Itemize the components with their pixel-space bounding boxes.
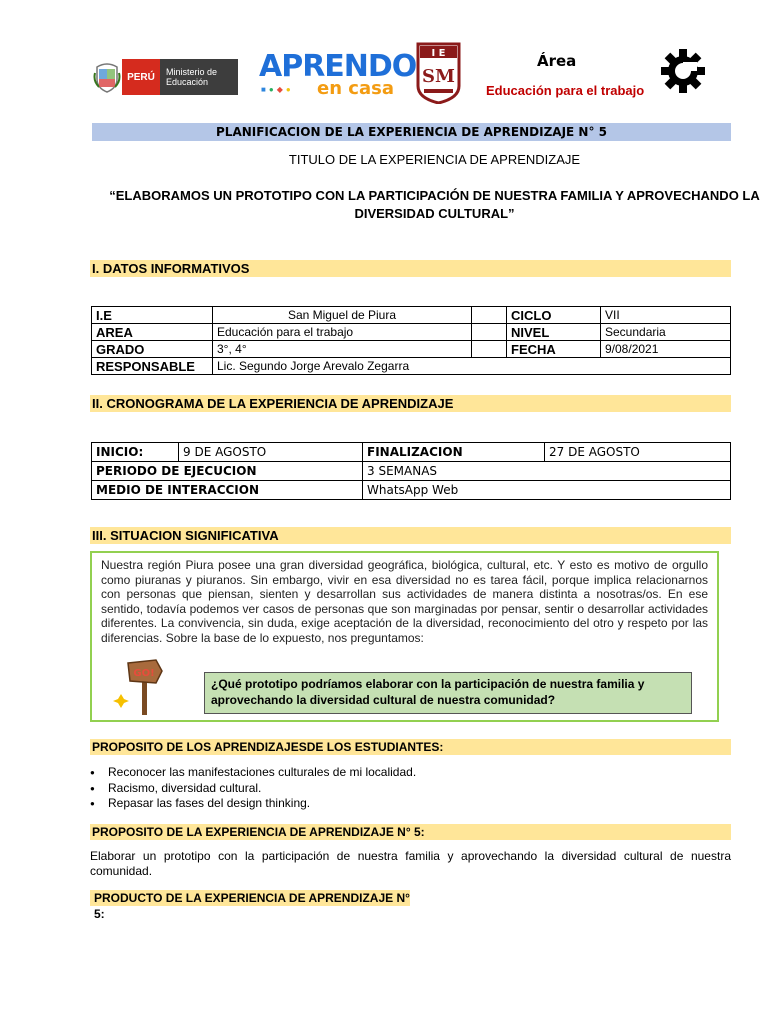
list-item: ● Repasar las fases del design thinking.	[90, 796, 416, 812]
section-cronograma	[90, 395, 731, 412]
proposito-experiencia-heading: PROPOSITO DE LA EXPERIENCIA DE APRENDIZAJE N° 5:	[90, 824, 731, 840]
experience-title-label: TITULO DE LA EXPERIENCIA DE APRENDIZAJE	[288, 152, 581, 167]
section-title: DATOS INFORMATIVOS	[99, 261, 250, 276]
medio-value-cell: WhatsApp Web	[363, 481, 731, 500]
planning-title-bar: PLANIFICACION DE LA EXPERIENCIA DE APRENDIZAJE N° 5	[92, 123, 731, 141]
sign-text: GO!	[133, 668, 155, 679]
empty-cell	[472, 307, 507, 324]
nivel-label-cell: NIVEL	[507, 324, 601, 341]
gear-icon	[660, 48, 706, 94]
coat-of-arms-icon	[92, 60, 122, 94]
situacion-text: Nuestra región Piura posee una gran diversidad geográfica, biológica, cultural, etc. Y esto es motivo de orgullo como piuranas y piuranos. Sin embargo, vivir en esa diversidad no es tarea fácil, porque implica relacionarnos con personas que piensan, sienten y desarrollan sus actividades de manera distinta a nosotras/os. En ese sentido, todavía podemos ver casos de personas que son marginadas por pensar, sentir o desarrollar actividades diferentes. La convivencia, sin duda, exige aceptación de la diversidad, reconocimiento del otro y respeto por las diferencias. Sobre la base de lo expuesto, nos preguntamos:	[101, 558, 708, 645]
minedu-logo	[92, 58, 246, 96]
section-title: SITUACION SIGNIFICATIVA	[106, 528, 279, 543]
ciclo-value-cell: VII	[601, 307, 731, 324]
inicio-value-cell: 9 DE AGOSTO	[179, 443, 363, 462]
responsable-value-cell: Lic. Segundo Jorge Arevalo Zegarra	[213, 358, 731, 375]
table-row	[92, 481, 731, 500]
school-crest-icon	[416, 42, 461, 104]
table-row	[92, 307, 731, 324]
periodo-value-cell: 3 SEMANAS	[363, 462, 731, 481]
en-casa-text: en casa	[317, 78, 394, 99]
table-row	[92, 358, 731, 375]
area-label-cell: AREA	[92, 324, 213, 341]
empty-cell	[472, 341, 507, 358]
datos-table	[91, 306, 731, 375]
peru-label: PERÚ	[122, 59, 160, 95]
area-value-cell: Educación para el trabajo	[213, 324, 472, 341]
area-subject: Educación para el trabajo	[486, 83, 645, 98]
decorative-shapes-icon: ■●◆●	[261, 85, 294, 94]
section-number: II.	[92, 396, 103, 411]
experience-name: “ELABORAMOS UN PROTOTIPO CON LA PARTICIPACIÓN DE NUESTRA FAMILIA Y APROVECHANDO LA DIVERSIDAD CULTURAL”	[109, 188, 760, 221]
go-sign-icon	[104, 657, 164, 717]
empty-cell	[472, 324, 507, 341]
periodo-label-cell: PERIODO DE EJECUCION	[92, 462, 363, 481]
list-item: ● Reconocer las manifestaciones culturales de mi localidad.	[90, 765, 416, 781]
section-number: I.	[92, 261, 100, 276]
producto-heading: PRODUCTO DE LA EXPERIENCIA DE APRENDIZAJE N° 5:	[90, 890, 410, 906]
cronograma-table	[91, 442, 731, 500]
section-datos-informativos	[90, 260, 731, 277]
medio-label-cell: MEDIO DE INTERACCION	[92, 481, 363, 500]
finalizacion-label-cell: FINALIZACION	[363, 443, 545, 462]
proposito-list	[90, 765, 416, 812]
proposito-text: Elaborar un prototipo con la participación de nuestra familia y aprovechando la diversidad cultural de nuestra comunidad.	[90, 849, 731, 878]
finalizacion-value-cell: 27 DE AGOSTO	[545, 443, 731, 462]
grado-label-cell: GRADO	[92, 341, 213, 358]
situacion-box	[90, 551, 719, 722]
ie-value-cell: San Miguel de Piura	[213, 307, 472, 324]
section-number: III.	[92, 528, 107, 543]
table-row	[92, 443, 731, 462]
pregunta-box: ¿Qué prototipo podríamos elaborar con la participación de nuestra familia y aprovechando la diversidad cultural de nuestra comunidad?	[204, 672, 692, 714]
table-row	[92, 341, 731, 358]
ie-sm-label: SM	[422, 66, 455, 87]
fecha-label-cell: FECHA	[507, 341, 601, 358]
table-row	[92, 324, 731, 341]
ie-label-cell: I.E	[92, 307, 213, 324]
section-title: CRONOGRAMA DE LA EXPERIENCIA DE APRENDIZAJE	[102, 396, 454, 411]
nivel-value-cell: Secundaria	[601, 324, 731, 341]
fecha-value-cell: 9/08/2021	[601, 341, 731, 358]
area-title: Área	[537, 52, 577, 70]
aprendo-text: APRENDO	[259, 49, 417, 84]
grado-value-cell: 3°, 4°	[213, 341, 472, 358]
list-item: ● Racismo, diversidad cultural.	[90, 781, 416, 797]
section-situacion	[90, 527, 731, 544]
ie-label: I E	[431, 48, 446, 59]
ciclo-label-cell: CICLO	[507, 307, 601, 324]
inicio-label-cell: INICIO:	[92, 443, 179, 462]
aprendo-en-casa-logo	[259, 49, 417, 100]
proposito-estudiantes-heading: PROPOSITO DE LOS APRENDIZAJESDE LOS ESTUDIANTES:	[90, 739, 731, 755]
responsable-label-cell: RESPONSABLE	[92, 358, 213, 375]
table-row	[92, 462, 731, 481]
ministerio-label: Ministerio de Educación	[160, 59, 238, 95]
